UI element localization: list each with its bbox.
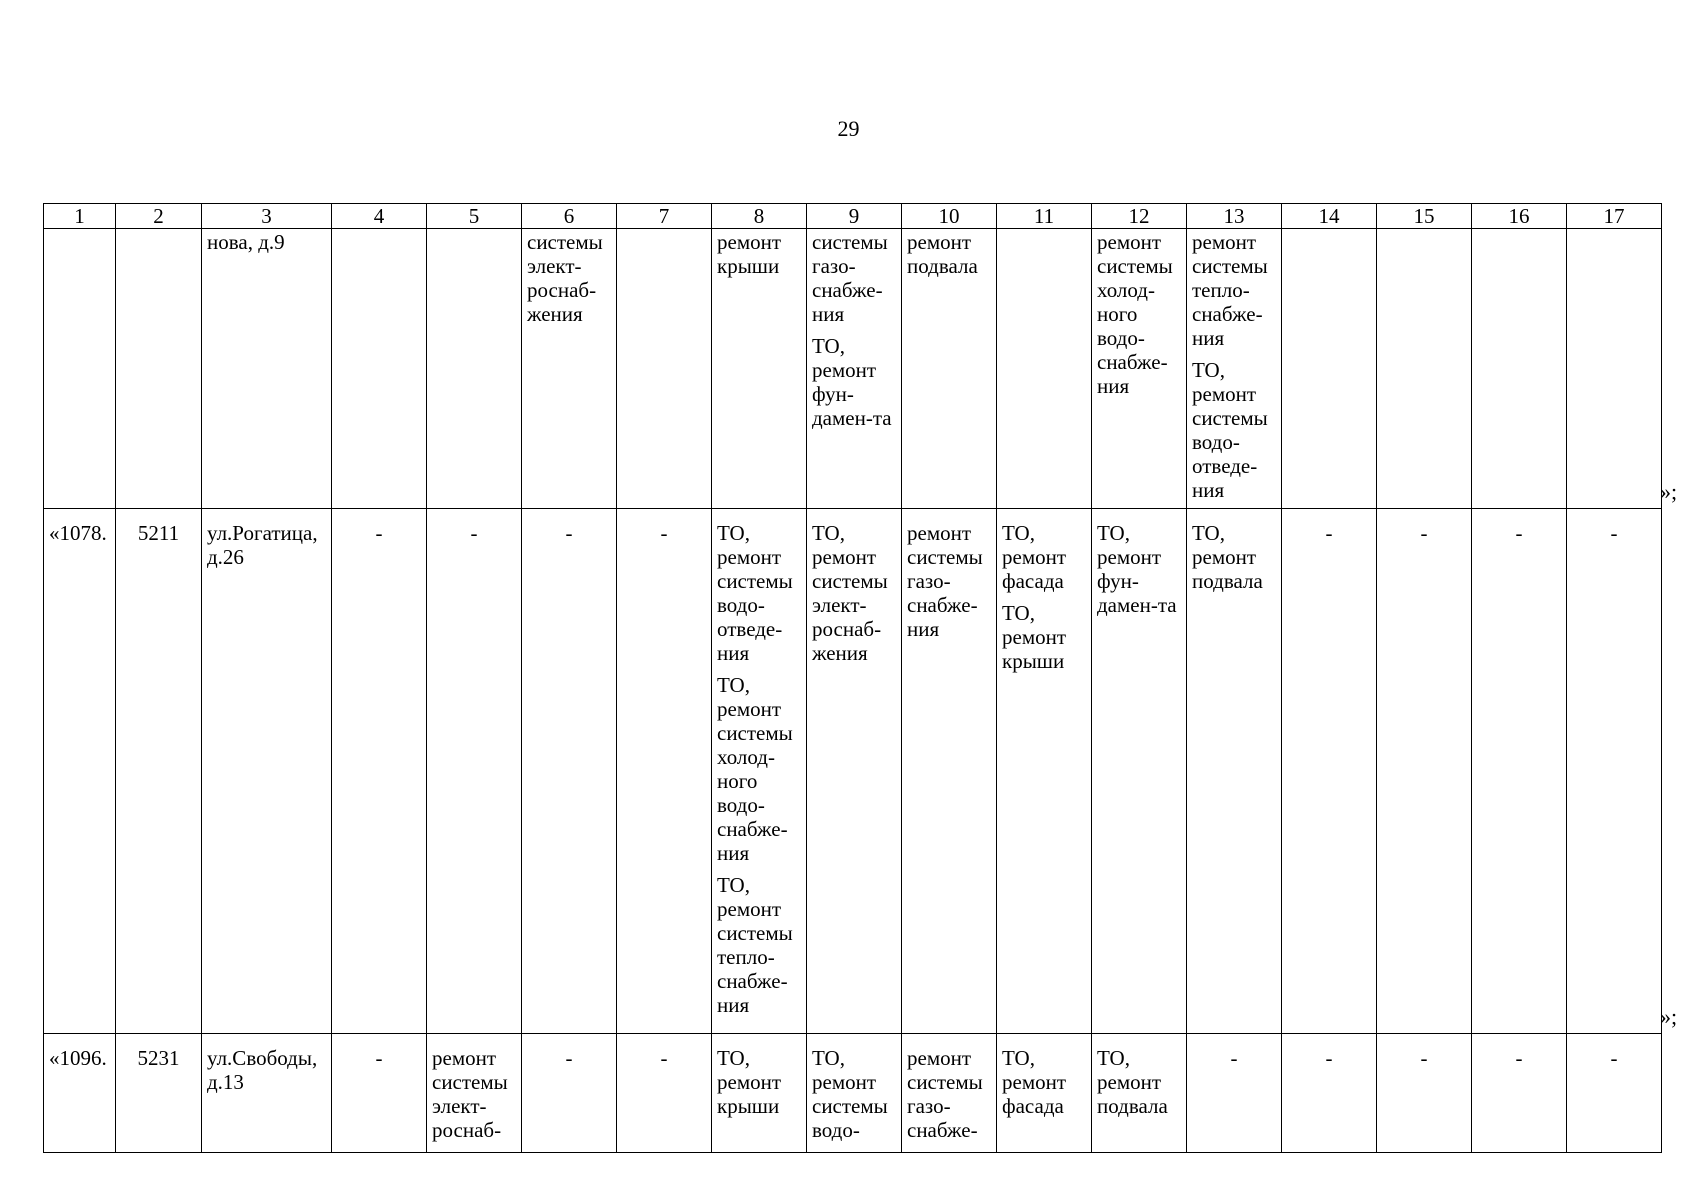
table-cell <box>807 229 902 509</box>
column-header: 2 <box>116 204 202 229</box>
cell-entry: ул.Свободы, д.13 <box>207 1046 318 1094</box>
column-header: 14 <box>1282 204 1377 229</box>
row-end-mark: »; <box>1660 1003 1678 1029</box>
cell-entry: ТО, ремонт крыши <box>717 1046 782 1118</box>
cell-entry: ремонт системы холод-ного водо-снабже-ния <box>1097 230 1173 398</box>
table-cell <box>1567 229 1662 509</box>
table-cell <box>1472 509 1567 1034</box>
cell-entry: - <box>470 521 478 545</box>
column-header: 11 <box>997 204 1092 229</box>
cell-entry: - <box>1515 521 1523 545</box>
cell-entry: - <box>375 1046 383 1070</box>
cell-entry: ТО, ремонт фун-дамен-та <box>1097 521 1177 617</box>
table-cell <box>902 1034 997 1153</box>
column-header: 5 <box>427 204 522 229</box>
cell-entry: 5211 <box>137 521 180 545</box>
table-cell <box>44 509 116 1034</box>
table-cell <box>116 509 202 1034</box>
table-cell <box>116 1034 202 1153</box>
table-cell <box>202 1034 332 1153</box>
table-row <box>44 509 1662 1034</box>
repair-schedule-table <box>43 203 1662 1153</box>
table-cell <box>1377 509 1472 1034</box>
table-cell <box>1092 509 1187 1034</box>
table-cell <box>997 229 1092 509</box>
column-header: 1 <box>44 204 116 229</box>
cell-entry: ТО, ремонт системы тепло-снабже-ния <box>717 873 793 1017</box>
cell-entry: - <box>1325 521 1333 545</box>
column-header: 12 <box>1092 204 1187 229</box>
table-cell <box>332 1034 427 1153</box>
table-cell <box>1187 1034 1282 1153</box>
table-cell <box>44 1034 116 1153</box>
table-cell <box>1377 229 1472 509</box>
cell-entry: ТО, ремонт подвала <box>1192 521 1263 593</box>
table-cell <box>1567 1034 1662 1153</box>
table-cell <box>1282 509 1377 1034</box>
table-cell <box>1187 509 1282 1034</box>
cell-entry: - <box>1325 1046 1333 1070</box>
cell-entry: ТО, ремонт фасада <box>1002 1046 1067 1118</box>
cell-entry: - <box>660 1046 668 1070</box>
cell-entry: ремонт системы газо-снабже-ния <box>907 521 983 641</box>
cell-entry: ремонт подвала <box>907 230 978 278</box>
table-cell <box>807 1034 902 1153</box>
cell-entry: ТО, ремонт системы водо- <box>812 1046 888 1142</box>
cell-entry: системы элект-роснаб-жения <box>527 230 603 326</box>
table-cell <box>807 509 902 1034</box>
cell-entry: ул.Рогатица, д.26 <box>207 521 318 569</box>
cell-entry: - <box>1420 1046 1428 1070</box>
cell-entry: нова, д.9 <box>207 230 285 254</box>
column-header: 10 <box>902 204 997 229</box>
cell-entry: ТО, ремонт системы водо-отведе-ния <box>1192 358 1268 502</box>
table-cell <box>997 509 1092 1034</box>
table-cell <box>202 509 332 1034</box>
cell-entry: ТО, ремонт системы водо-отведе-ния <box>717 521 793 665</box>
cell-entry: ремонт крыши <box>717 230 782 278</box>
table-cell <box>617 509 712 1034</box>
table-cell <box>1187 229 1282 509</box>
table-cell <box>427 509 522 1034</box>
page-number: 29 <box>837 116 860 141</box>
table-cell <box>1472 1034 1567 1153</box>
cell-entry: ТО, ремонт подвала <box>1097 1046 1168 1118</box>
table-cell <box>116 229 202 509</box>
column-header: 17 <box>1567 204 1662 229</box>
row-end-mark: »; <box>1660 478 1678 504</box>
column-header: 13 <box>1187 204 1282 229</box>
table-cell <box>427 1034 522 1153</box>
column-header: 8 <box>712 204 807 229</box>
cell-entry: - <box>660 521 668 545</box>
table-cell <box>44 229 116 509</box>
table-cell <box>202 229 332 509</box>
cell-entry: - <box>565 1046 573 1070</box>
cell-entry: «1096. <box>49 1046 107 1070</box>
table-cell <box>1567 509 1662 1034</box>
column-header: 6 <box>522 204 617 229</box>
table-cell <box>712 229 807 509</box>
cell-entry: - <box>375 521 383 545</box>
table-cell <box>1092 229 1187 509</box>
table-cell <box>427 229 522 509</box>
table-cell <box>1282 229 1377 509</box>
cell-entry: - <box>1610 1046 1618 1070</box>
table-cell <box>522 1034 617 1153</box>
cell-entry: - <box>1515 1046 1523 1070</box>
column-header: 3 <box>202 204 332 229</box>
cell-entry: ТО, ремонт крыши <box>1002 601 1067 673</box>
cell-entry: - <box>1610 521 1618 545</box>
table-cell <box>712 1034 807 1153</box>
table-cell <box>332 229 427 509</box>
cell-entry: - <box>1230 1046 1238 1070</box>
cell-entry: - <box>1420 521 1428 545</box>
cell-entry: ремонт системы элект-роснаб- <box>432 1046 508 1142</box>
table-cell <box>1472 229 1567 509</box>
table-cell <box>1092 1034 1187 1153</box>
cell-entry: ТО, ремонт системы холод-ного водо-снабже-ния <box>717 673 793 865</box>
cell-entry: ТО, ремонт фун-дамен-та <box>812 334 892 430</box>
table-row <box>44 229 1662 509</box>
table-cell <box>712 509 807 1034</box>
cell-entry: ТО, ремонт фасада <box>1002 521 1067 593</box>
table-cell <box>522 229 617 509</box>
table-cell <box>522 509 617 1034</box>
cell-entry: системы газо-снабже-ния <box>812 230 888 326</box>
cell-entry: ТО, ремонт системы элект-роснаб-жения <box>812 521 888 665</box>
column-header: 7 <box>617 204 712 229</box>
table-cell <box>1377 1034 1472 1153</box>
table-row <box>44 1034 1662 1153</box>
column-header: 16 <box>1472 204 1567 229</box>
cell-entry: ремонт системы газо-снабже- <box>907 1046 983 1142</box>
table-cell <box>902 229 997 509</box>
table-cell <box>332 509 427 1034</box>
cell-entry: - <box>565 521 573 545</box>
cell-entry: «1078. <box>49 521 107 545</box>
column-header: 4 <box>332 204 427 229</box>
column-header: 9 <box>807 204 902 229</box>
column-header: 15 <box>1377 204 1472 229</box>
table-cell <box>1282 1034 1377 1153</box>
cell-entry: 5231 <box>137 1046 180 1070</box>
table-cell <box>997 1034 1092 1153</box>
cell-entry: ремонт системы тепло-снабже-ния <box>1192 230 1268 350</box>
table-cell <box>617 229 712 509</box>
table-cell <box>617 1034 712 1153</box>
table-cell <box>902 509 997 1034</box>
header-row <box>44 204 1662 229</box>
